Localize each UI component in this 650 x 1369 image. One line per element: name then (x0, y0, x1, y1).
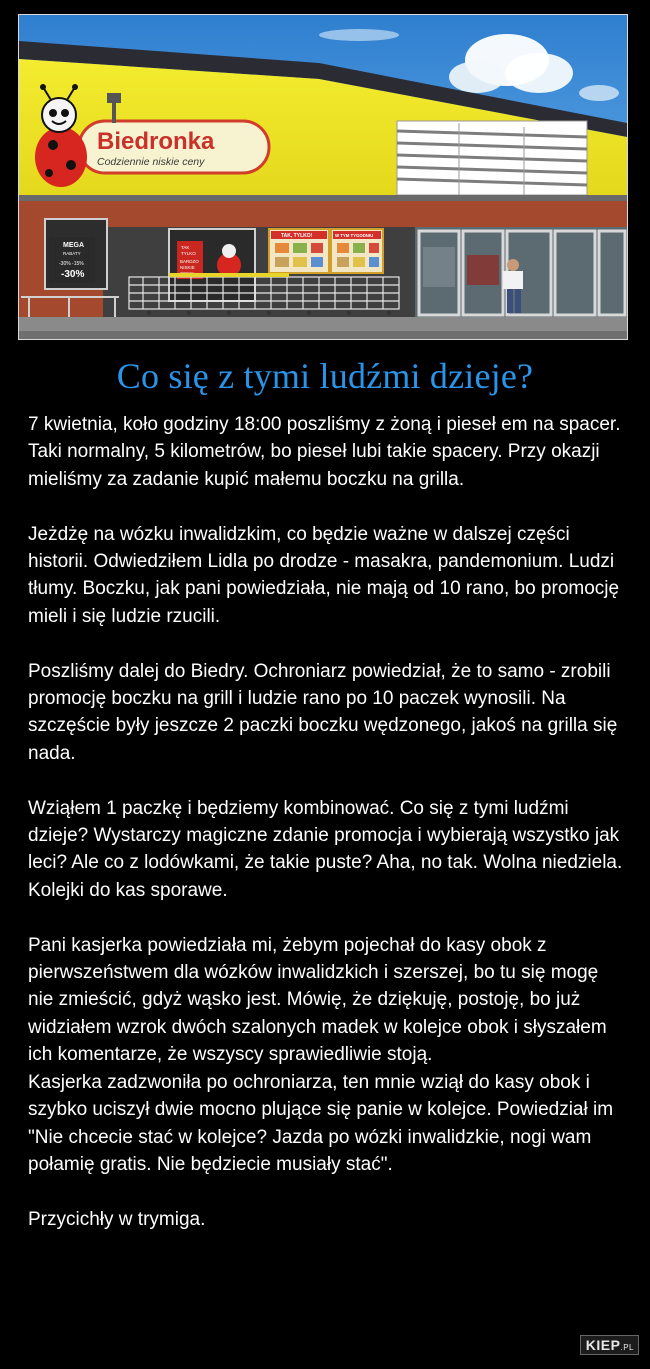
door-sign-line-1: TAK (181, 245, 190, 250)
window-sign-line-4: -30% (61, 269, 85, 280)
window-sign-line-1: MEGA (63, 242, 84, 249)
kiep-watermark-logo (580, 1335, 639, 1355)
story-text (28, 411, 628, 1261)
store-logo-text: Biedronka (97, 128, 215, 155)
store-slogan-text: Codziennie niskie ceny (97, 156, 205, 168)
story-paragraph-7: Przycichły w trymiga. (28, 1208, 206, 1230)
watermark-main: KIEP (585, 1337, 621, 1353)
story-paragraph-4: Wziąłem 1 paczkę i będziemy kombinować. Co się z tymi ludźmi dzieje? Wystarczy magiczne zdanie promocja i wybierają wszystko jak leci? Ale co z lodówkami, że takie puste? Aha, no tak. Wolna niedziela. Kolejki do kas sporawe. (28, 797, 623, 901)
store-photo (18, 14, 628, 340)
door-sign-line-4: NISKIE (180, 265, 195, 270)
door-sign-line-3: BARDZO (180, 259, 199, 264)
story-paragraph-3: Poszliśmy dalej do Biedry. Ochroniarz powiedział, że to samo - zrobili promocję boczku na grill i ludzie rano po 10 paczek wynosili. Na szczęście były jeszcze 2 paczki boczku wędzonego, jakoś na grilla się nada. (28, 660, 618, 764)
window-sign-line-2: RABATY (63, 251, 81, 256)
story-paragraph-2: Jeżdżę na wózku inwalidzkim, co będzie ważne w dalszej części historii. Odwiedziłem Lidla po drodze - masakra, pandemonium. Ludzi tłumy. Boczku, jak pani powiedziała, nie mają od 10 rano, bo promocję mieli i się ludzie rzucili. (28, 523, 620, 627)
window-sign-line-3: -30% -15% (59, 261, 84, 267)
story-paragraph-1: 7 kwietnia, koło godziny 18:00 poszliśmy z żoną i pieseł em na spacer. Taki normalny, 5 kilometrów, bo pieseł lubi takie spacery. Przy okazji mieliśmy za zadanie kupić małemu boczku na grilla. (28, 414, 621, 490)
poster-right-title: W TYM TYGODNIU (335, 233, 374, 238)
watermark-suffix: .PL (620, 1343, 634, 1352)
poster-left-title: TAK, TYLKO! (281, 233, 313, 239)
story-paragraph-6: Kasjerka zadzwoniła po ochroniarza, ten mnie wziął do kasy obok i szybko uciszył dwie mocno plujące się panie w kolejce. Powiedział im "Nie chcecie stać w kolejce? Jazda po wózki inwalidzkie, nogi wam połamię gratis. Nie będziecie musiały stać". (28, 1071, 614, 1175)
biedronka-store-image (19, 15, 627, 339)
story-paragraph-5: Pani kasjerka powiedziała mi, żebym pojechał do kasy obok z pierwszeństwem dla wózków inwalidzkich i szerszej, bo tu się mogę nie zmieścić, gdyż wąsko jest. Mówię, że dziękuję, postoję, bo już widziałem wzrok dwóch szalonych madek w kolejce obok i słyszałem ich komentarze, że wszyscy sprawiedliwie stoją. (28, 934, 607, 1066)
page-title: Co się z tymi ludźmi dzieje? (116, 356, 534, 396)
door-sign-line-2: TYLKO (181, 251, 196, 256)
